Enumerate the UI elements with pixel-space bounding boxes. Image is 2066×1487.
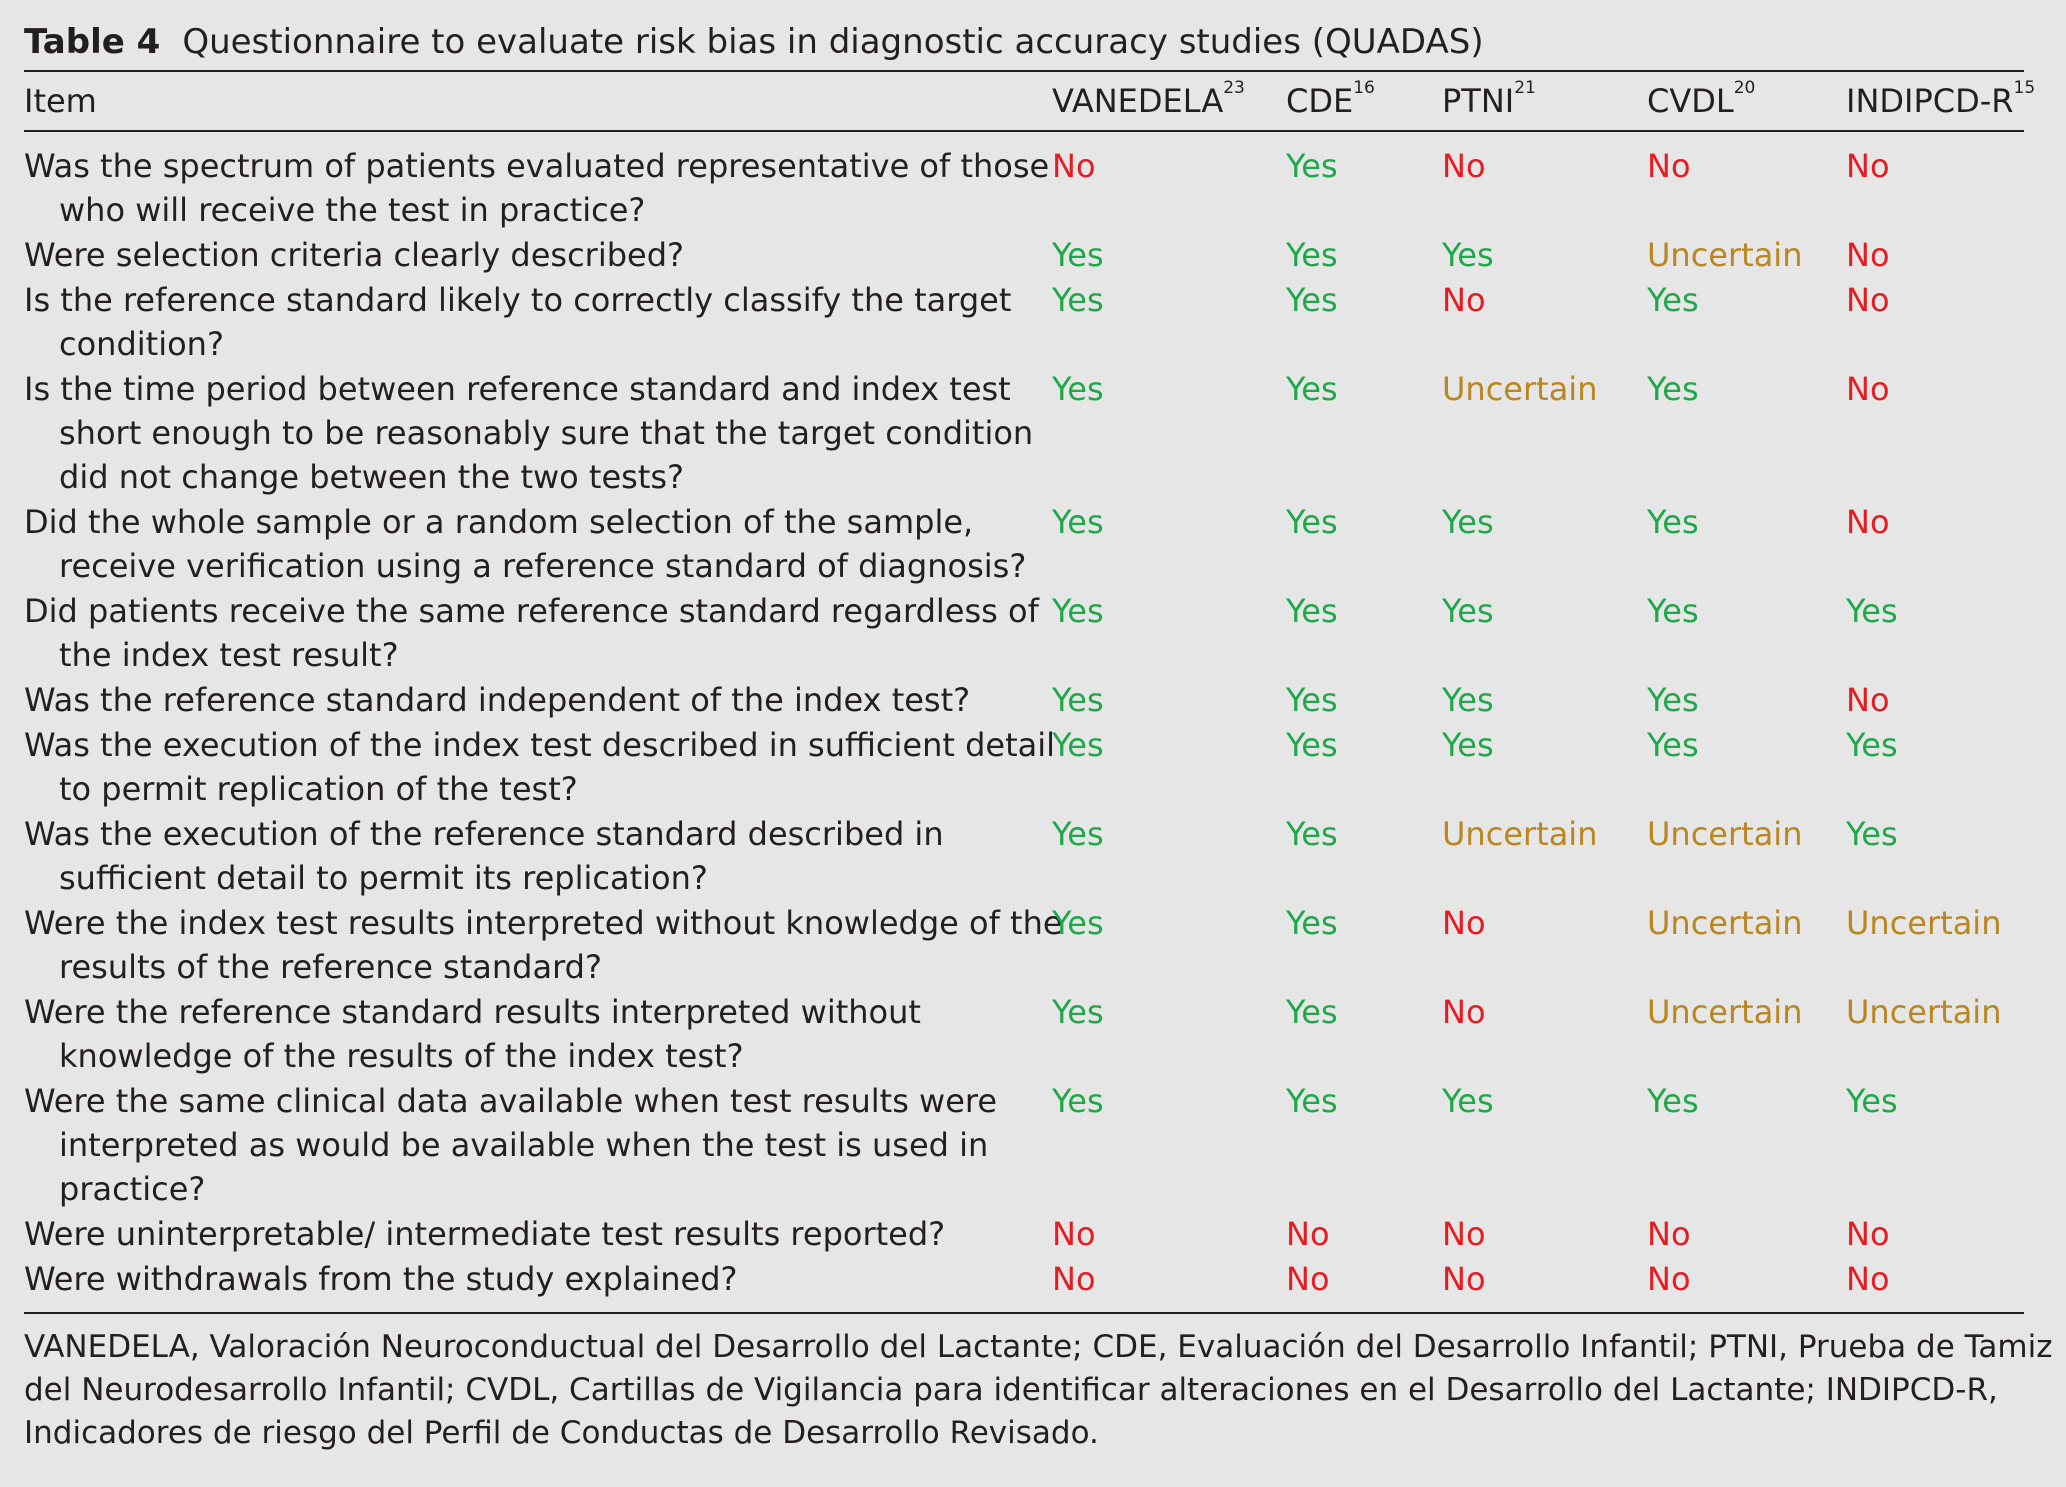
table-row — [24, 500, 2024, 589]
rating-cell: No — [1846, 281, 1890, 319]
column-reference: 20 — [1733, 78, 1756, 98]
item-text: Were uninterpretable/ intermediate test results reported? — [24, 1215, 946, 1253]
rating-cell: Yes — [1846, 815, 1898, 853]
rating-cell: No — [1846, 681, 1890, 719]
rating-cell: Yes — [1846, 726, 1898, 764]
rating-cell: Uncertain — [1846, 993, 2002, 1031]
rating-cell: Yes — [1647, 370, 1699, 408]
item-text: Were withdrawals from the study explained? — [24, 1260, 738, 1298]
rating-cell: No — [1442, 1215, 1486, 1253]
rating-cell: Yes — [1286, 1082, 1338, 1120]
rating-cell: No — [1052, 147, 1096, 185]
rating-cell: Uncertain — [1442, 815, 1598, 853]
table-figure — [24, 14, 2053, 1455]
rating-cell: No — [1442, 147, 1486, 185]
rating-cell: Yes — [1442, 681, 1494, 719]
rating-cell: Yes — [1286, 815, 1338, 853]
rating-cell: No — [1846, 370, 1890, 408]
table-row — [24, 901, 2024, 990]
rating-cell: No — [1846, 503, 1890, 541]
rating-cell: No — [1442, 281, 1486, 319]
rating-cell: Yes — [1442, 1082, 1494, 1120]
column-name: INDIPCD-R — [1846, 82, 2014, 120]
rating-cell: Yes — [1286, 370, 1338, 408]
rating-cell: Yes — [1442, 592, 1494, 630]
table-body — [24, 132, 2024, 1312]
table-row — [24, 233, 2024, 278]
table-row — [24, 678, 2024, 723]
column-reference: 23 — [1223, 78, 1245, 98]
item-text: Did the whole sample or a random selection of the sample, receive verification using a reference standard of diagnosis? — [24, 503, 1027, 585]
rating-cell: Uncertain — [1647, 236, 1803, 274]
rating-cell: Yes — [1647, 1082, 1699, 1120]
rating-cell: No — [1286, 1215, 1330, 1253]
column-header — [1286, 78, 1375, 120]
table-footnote: VANEDELA, Valoración Neuroconductual del Desarrollo del Lactante; CDE, Evaluación del Desarrollo Infantil; PTNI, Prueba de Tamiz del Neurodesarrollo Infantil; CVDL, Cartillas de Vigilancia para identificar alteraciones en el Desarrollo del Lactante; INDIPCD-R, Indicadores de riesgo del Perfil de Conductas de Desarrollo Revisado. — [24, 1329, 2053, 1451]
column-reference: 15 — [2013, 78, 2036, 98]
table-label: Table 4 — [24, 22, 161, 62]
rating-cell: Yes — [1286, 281, 1338, 319]
rating-cell: No — [1052, 1215, 1096, 1253]
item-text: Was the reference standard independent of the index test? — [24, 681, 971, 719]
rating-cell: No — [1647, 1215, 1691, 1253]
table-row — [24, 1257, 2024, 1302]
rating-cell: Yes — [1442, 236, 1494, 274]
item-header: Item — [24, 82, 97, 120]
table-title — [24, 14, 2024, 70]
rating-cell: Yes — [1052, 815, 1104, 853]
table-row — [24, 589, 2024, 678]
column-reference: 16 — [1353, 78, 1375, 98]
table-row — [24, 812, 2024, 901]
column-reference: 21 — [1514, 78, 1536, 98]
rating-cell: Yes — [1052, 904, 1104, 942]
rating-cell: Uncertain — [1442, 370, 1598, 408]
column-header — [1442, 78, 1536, 120]
item-text: Was the execution of the index test described in sufficient detail to permit replication of the test? — [24, 726, 1056, 808]
rating-cell: Yes — [1286, 147, 1338, 185]
rating-cell: No — [1442, 993, 1486, 1031]
rating-cell: Yes — [1846, 1082, 1898, 1120]
table-caption: Questionnaire to evaluate risk bias in diagnostic accuracy studies (QUADAS) — [182, 22, 1484, 62]
rating-cell: Yes — [1647, 681, 1699, 719]
rating-cell: Yes — [1647, 726, 1699, 764]
rating-cell: No — [1846, 1215, 1890, 1253]
table-row — [24, 367, 2024, 500]
rating-cell: Yes — [1442, 726, 1494, 764]
rating-cell: Yes — [1052, 503, 1104, 541]
column-name: VANEDELA — [1052, 82, 1224, 120]
rating-cell: Yes — [1286, 236, 1338, 274]
rating-cell: Uncertain — [1647, 904, 1803, 942]
table-row — [24, 723, 2024, 812]
column-header — [1846, 78, 2036, 120]
rating-cell: Yes — [1647, 503, 1699, 541]
rating-cell: No — [1846, 147, 1890, 185]
rating-cell: Yes — [1286, 681, 1338, 719]
rating-cell: Yes — [1052, 681, 1104, 719]
rating-cell: Yes — [1286, 503, 1338, 541]
rating-cell: Yes — [1052, 726, 1104, 764]
rating-cell: Yes — [1647, 281, 1699, 319]
rating-cell: No — [1647, 147, 1691, 185]
rating-cell: Yes — [1286, 904, 1338, 942]
rating-cell: Yes — [1052, 236, 1104, 274]
table-row — [24, 990, 2024, 1079]
column-name: CVDL — [1647, 82, 1734, 120]
item-text: Were the reference standard results interpreted without knowledge of the results of the index test? — [24, 993, 921, 1075]
column-header — [1647, 78, 1756, 120]
rating-cell: Yes — [1052, 370, 1104, 408]
item-text: Is the time period between reference standard and index test short enough to be reasonably sure that the target condition did not change between the two tests? — [24, 370, 1034, 496]
rating-cell: Yes — [1286, 592, 1338, 630]
rating-cell: Yes — [1052, 592, 1104, 630]
rating-cell: Yes — [1286, 993, 1338, 1031]
item-text: Is the reference standard likely to correctly classify the target condition? — [24, 281, 1012, 363]
rating-cell: Yes — [1442, 503, 1494, 541]
rating-cell: No — [1846, 236, 1890, 274]
rating-cell: Yes — [1052, 993, 1104, 1031]
rating-cell: Uncertain — [1647, 993, 1803, 1031]
item-text: Were the same clinical data available when test results were interpreted as would be available when the test is used in practice? — [24, 1082, 998, 1208]
table-row — [24, 1212, 2024, 1257]
rating-cell: Yes — [1647, 592, 1699, 630]
rating-cell: No — [1846, 1260, 1890, 1298]
item-text: Were the index test results interpreted without knowledge of the results of the reference standard? — [24, 904, 1063, 986]
column-name: PTNI — [1442, 82, 1515, 120]
column-name: CDE — [1286, 82, 1354, 120]
rating-cell: Yes — [1286, 726, 1338, 764]
item-text: Did patients receive the same reference standard regardless of the index test result? — [24, 592, 1039, 674]
table-header — [24, 72, 2036, 130]
rating-cell: Yes — [1052, 281, 1104, 319]
item-text: Were selection criteria clearly described? — [24, 236, 685, 274]
table-row — [24, 1079, 2024, 1212]
table-row — [24, 278, 2024, 367]
item-text: Was the execution of the reference standard described in sufficient detail to permit its replication? — [24, 815, 944, 897]
rating-cell: No — [1286, 1260, 1330, 1298]
rating-cell: Uncertain — [1647, 815, 1803, 853]
rating-cell: Yes — [1846, 592, 1898, 630]
rating-cell: No — [1442, 904, 1486, 942]
rating-cell: No — [1442, 1260, 1486, 1298]
rating-cell: No — [1647, 1260, 1691, 1298]
column-header — [1052, 78, 1245, 120]
table-row — [24, 144, 2024, 233]
item-text: Was the spectrum of patients evaluated representative of those who will receive the test in practice? — [24, 147, 1050, 229]
rating-cell: Yes — [1052, 1082, 1104, 1120]
rating-cell: Uncertain — [1846, 904, 2002, 942]
rating-cell: No — [1052, 1260, 1096, 1298]
